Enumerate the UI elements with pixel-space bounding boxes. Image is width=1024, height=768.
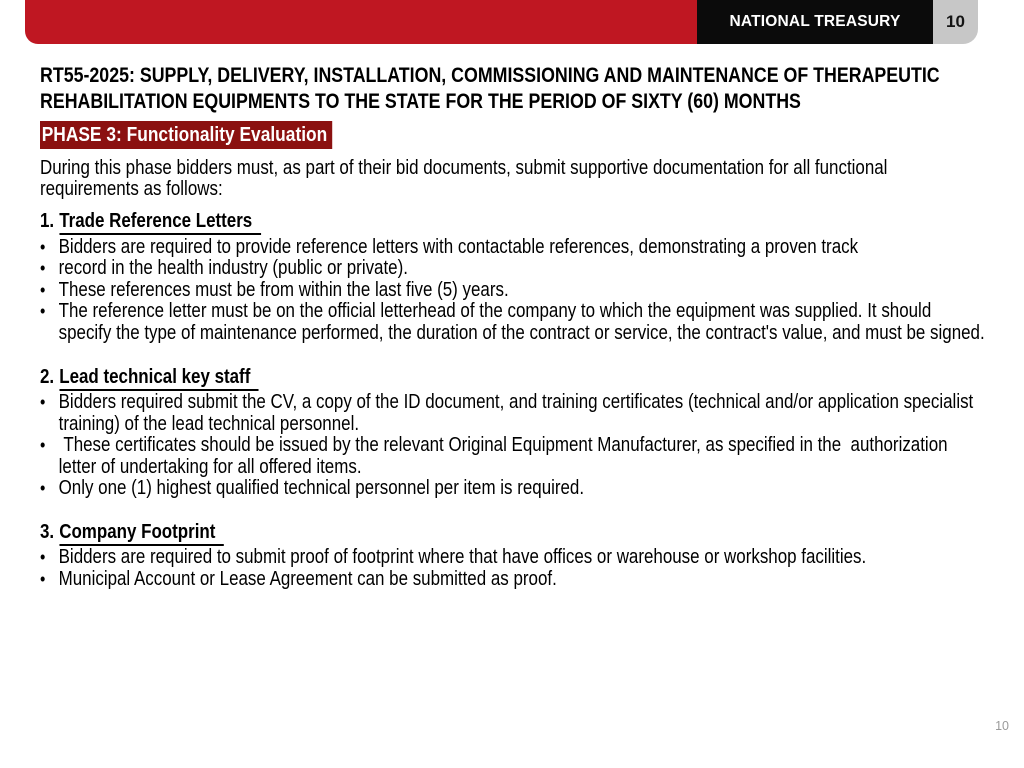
header-bar (25, 0, 697, 44)
bullet-text: The reference letter must be on the official letterhead of the company to which the equipment was supplied. It should specify the type of maintenance performed, the duration of the contract or service, the contract's value, and must be signed. (58, 300, 985, 345)
bullet-item (40, 301, 989, 344)
bullet-icon: • (40, 279, 46, 300)
bullet-text: Bidders are required to provide reference letters with contactable references, demonstrating a proven track (58, 235, 859, 258)
bullet-item (40, 280, 989, 302)
section-number: 1. (40, 210, 55, 233)
section-number: 2. (40, 365, 55, 388)
slide-number-label: 10 (946, 12, 965, 31)
phase-heading: PHASE 3: Functionality Evaluation (40, 121, 332, 150)
bullet-icon: • (40, 258, 46, 279)
bullet-icon: • (40, 301, 46, 322)
bullet-item (40, 435, 989, 478)
page-title: RT55-2025: SUPPLY, DELIVERY, INSTALLATION, COMMISSIONING AND MAINTENANCE OF THERAPEUTIC REHABILITATION EQUIPMENTS TO THE STATE FOR THE PERIOD OF SIXTY (60) MONTHS (40, 64, 940, 114)
section-heading-row (40, 210, 989, 232)
section-number: 3. (40, 520, 55, 543)
brand-label: NATIONAL TREASURY (729, 13, 901, 30)
section-lead-technical-key-staff (40, 366, 989, 500)
intro-paragraph: During this phase bidders must, as part of their bid documents, submit supportive documentation for all functional requirements as follows: (40, 157, 888, 200)
bullet-text: Bidders required submit the CV, a copy of the ID document, and training certificates (technical and/or application specialist training) of the lead technical personnel. (58, 391, 978, 435)
bullet-item (40, 547, 989, 569)
footer-page-number: 10 (995, 719, 1009, 733)
section-heading-row (40, 366, 989, 388)
section-heading-row (40, 521, 989, 543)
bullet-item (40, 478, 989, 500)
section-heading: Company Footprint (59, 521, 224, 546)
slide-content (40, 63, 989, 591)
section-heading: Lead technical key staff (59, 366, 259, 391)
bullet-text: These references must be from within the last five (5) years. (58, 278, 509, 301)
section-trade-reference-letters (40, 210, 989, 344)
bullet-item (40, 569, 989, 591)
bullet-icon: • (40, 568, 46, 589)
bullet-item (40, 258, 989, 280)
bullet-text: These certificates should be issued by the relevant Original Equipment Manufacturer, as specified in the authorization letter of undertaking for all offered items. (58, 434, 953, 478)
bullet-item (40, 392, 989, 435)
section-heading: Trade Reference Letters (59, 210, 260, 235)
bullet-icon: • (40, 547, 46, 568)
bullet-icon: • (40, 478, 46, 499)
bullet-icon: • (40, 392, 46, 412)
slide-number-badge (933, 0, 978, 44)
bullet-text: record in the health industry (public or private). (58, 257, 408, 280)
section-company-footprint (40, 521, 989, 591)
bullet-icon: • (40, 435, 46, 456)
brand-badge (697, 0, 933, 44)
bullet-icon: • (40, 236, 46, 257)
bullet-item (40, 237, 989, 259)
bullet-text: Bidders are required to submit proof of footprint where that have offices or warehouse or workshop facilities. (58, 546, 867, 569)
bullet-text: Only one (1) highest qualified technical personnel per item is required. (58, 477, 585, 500)
bullet-text: Municipal Account or Lease Agreement can be submitted as proof. (58, 567, 557, 590)
